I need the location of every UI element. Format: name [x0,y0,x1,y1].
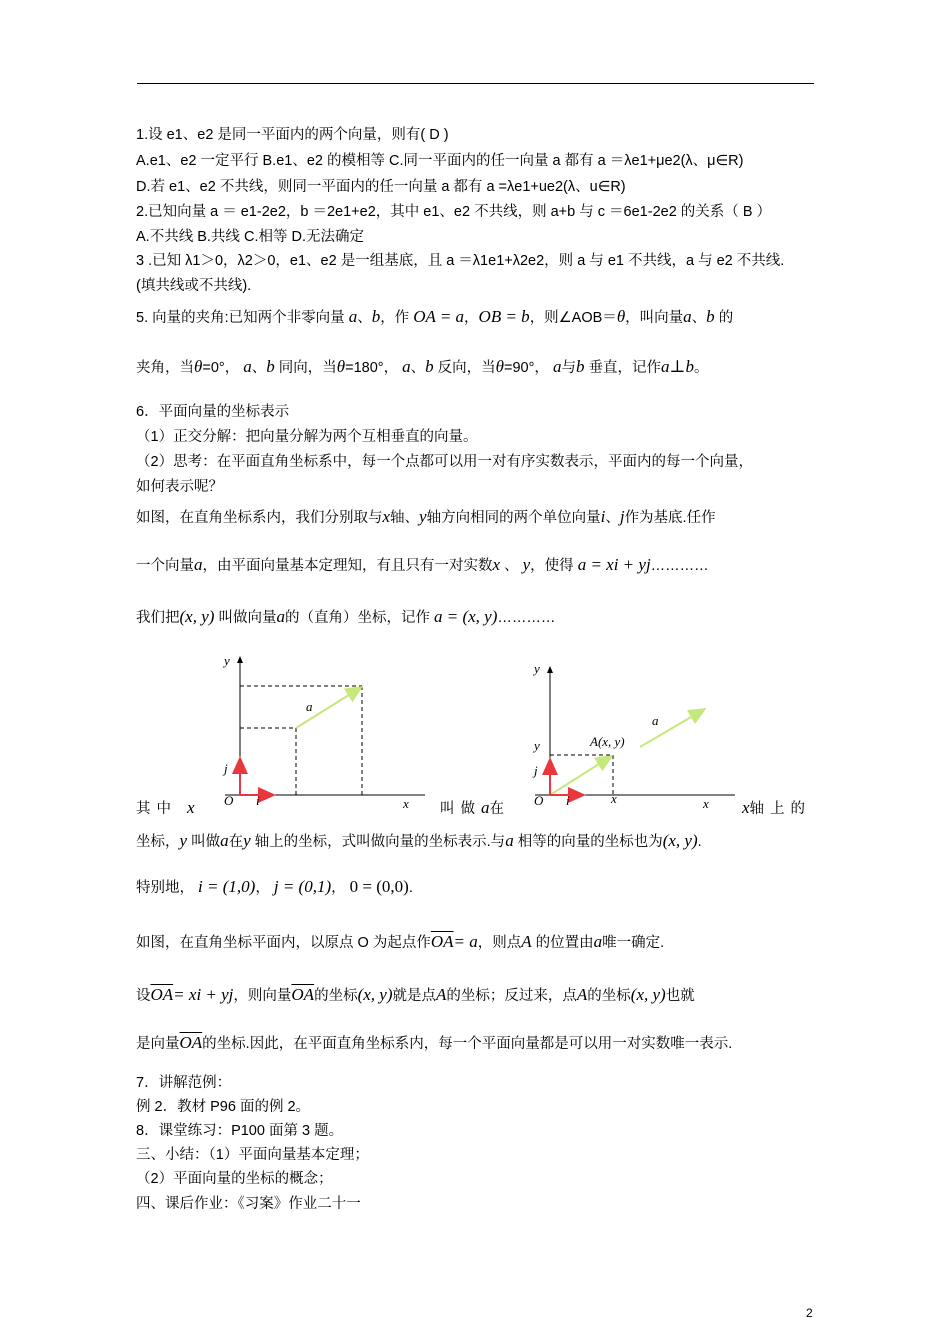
q1-option-d: D.若 e1、e2 不共线，则同一平面内的任一向量 a 都有 a =λe1+ue2(λ、u∈R) [136,179,626,195]
math-xy: (x, y) [662,831,698,850]
figure-left [200,645,430,815]
math-y: y [419,507,427,526]
text: 轴上的坐标，式叫做向量的坐标表示.与 [254,834,506,850]
s6c-line3 [136,1033,732,1054]
vector-OA [550,757,610,795]
s6b-qizhong [136,798,195,819]
s6-p3: 如图，在直角坐标系内，我们分别取与x轴、y轴方向相同的两个单位向量i、j作为基底.任作 [136,507,716,526]
text: 、 [251,360,267,376]
math-OA: $\overline{OA}$ [150,985,174,1004]
math-OA: $\overline{OA}$ [291,985,315,1004]
text: 唯一确定. [602,935,665,951]
math-a: a [593,932,603,951]
s6-p4: 一个向量a，由平面向量基本定理知，有且只有一对实数x 、 y，使得 a = xi + yj………… [136,555,709,574]
math-j-eq: j = (0,1) [273,877,332,896]
text: 叫做 [440,801,481,817]
math-xy: (x, y) [630,985,666,1004]
q3-line1: 3 .已知 λ1＞0，λ2＞0，e1、e2 是一组基底，且 a ＝λ1e1+λ2e2，则 a 与 e1 不共线，a 与 e2 不共线. [136,253,785,269]
math-b: b [685,357,694,376]
math-eq-a: = a [453,932,478,951]
math-y: y [179,831,188,850]
math-eq-xi-yj: a = xi + yj [577,555,651,574]
math-theta: θ [336,357,346,376]
math-y: y [243,831,251,850]
text: 的坐标 [587,988,631,1004]
math-x: x [187,798,195,817]
math-x: x [492,555,501,574]
text: 叫做 [191,834,221,850]
math-a: a [243,357,252,376]
math-b: b [371,307,381,326]
text: 如图，在直角坐标平面内，以原点 O 为起点作 [136,935,431,951]
section-7: 7．讲解范例： [136,1075,232,1091]
math-A: A [436,985,447,1004]
s6c-line2 [136,985,695,1006]
math-perp: ⊥ [669,357,686,376]
s6b-line3 [136,877,413,898]
label-x-axis: x [703,796,709,811]
text: 如图，在直角坐标系内，我们分别取与 [136,510,383,526]
summary-2: （2）平面向量的坐标的概念； [136,1171,333,1187]
s6b-zhou [742,798,811,819]
s5-line2 [136,357,708,378]
text: 就是点 [392,988,436,1004]
math-eq-coord: a = (x, y) [433,607,498,626]
homework: 四、课后作业：《习案》作业二十一 [136,1196,361,1212]
label-y: y [534,738,540,753]
math-a: a [552,357,562,376]
s6-title: 6．平面向量的坐标表示 [136,404,290,420]
label-a: a [306,699,313,714]
math-theta: θ [194,357,203,376]
text: 的坐标；反过来，点 [446,988,577,1004]
text: 5. 向量的夹角:已知两个非零向量 [136,310,345,326]
text: 一个向量 [136,558,194,574]
s6-p1: （1）正交分解：把向量分解为两个互相垂直的向量。 [136,429,478,445]
text: 垂直，记作 [588,360,661,376]
q2-stem: 2.已知向量 a ＝ e1-2e2，b ＝2e1+e2，其中 e1、e2 不共线，则 a+b 与 c ＝6e1-2e2 的关系（ B ） [136,204,772,220]
math-b: b [706,307,715,326]
math-b: b [425,357,434,376]
dots: ………… [497,610,556,626]
text: 特别地， [136,880,194,896]
text: =0°， [202,360,240,376]
text: 设 [136,988,151,1004]
label-j: j [224,761,228,776]
s6c-line1 [136,932,664,953]
math-OA: $\overline{OA}$ [179,1033,203,1052]
text: 轴、 [390,510,420,526]
text: 轴方向相同的两个单位向量 [426,510,601,526]
label-O: O [534,793,544,808]
text: ，由平面向量基本定理知，有且只有一对实数 [202,558,493,574]
label-O: O [224,793,234,808]
label-x-mark: x [611,791,617,806]
math-x: x [382,507,391,526]
q2-options: A.不共线 B.共线 C.相等 D.无法确定 [136,229,364,245]
text: 在 [228,834,244,850]
math-A: A [576,985,588,1004]
text: ，则∠AOB＝ [529,310,617,326]
text: =180°， [345,360,399,376]
vector-a [640,710,703,747]
text: 叫做向量 [218,610,277,626]
math-oa-eq: OA = a [413,307,465,326]
text: 反向，当 [437,360,496,376]
text: 也就 [665,988,695,1004]
math-xy: (x, y) [179,607,215,626]
math-y: y [522,555,531,574]
math-ob-eq: OB = b [478,307,530,326]
q1-stem: 1.设 e1、e2 是同一平面内的两个向量，则有( D ) [136,127,449,143]
text: 夹角，当 [136,360,194,376]
math-OA: $\overline{OA}$ [430,932,454,951]
summary-1: 三、小结：（1）平面向量基本定理； [136,1147,369,1163]
math-zero-eq: 0 = (0,0) [349,877,409,896]
text: ，作 [380,310,410,326]
label-x: x [403,796,409,811]
text: 同向，当 [278,360,337,376]
math-a: a [402,357,411,376]
section-8: 8．课堂练习：P100 面第 3 题。 [136,1123,344,1139]
text: 坐标， [136,834,180,850]
label-i: i [256,793,260,808]
math-b: b [575,357,585,376]
s6-p2a: （2）思考：在平面直角坐标系中，每一个点都可以用一对有序实数表示，平面内的每一个向量， [136,454,754,470]
label-A: A(x, y) [590,734,625,749]
math-xy: (x, y) [357,985,393,1004]
text: . [408,880,413,896]
s6b-line2: 坐标，y 叫做a在y 轴上的坐标，式叫做向量的坐标表示.与a 相等的向量的坐标也为(x, y). [136,831,702,850]
text: 、 [357,310,372,326]
s6-p5: 我们把(x, y) 叫做向量a的（直角）坐标，记作 a = (x, y)………… [136,607,556,626]
label-a: a [652,713,659,728]
label-y-axis: y [534,661,540,676]
text: 的坐标 [314,988,358,1004]
math-a: a [348,307,358,326]
s5-line1: 5. 向量的夹角:已知两个非零向量 a、b，作 OA = a，OB = b，则∠AOB＝θ，叫向量a、b 的 [136,307,734,326]
text: 、 [410,360,426,376]
text: ，叫向量 [625,310,684,326]
math-A: A [521,932,532,951]
math-j: j [619,507,625,526]
text: 是向量 [136,1036,180,1052]
math-x: x [742,798,750,817]
text: 轴上的 [749,801,812,817]
math-theta: θ [495,357,505,376]
text: 的坐标.因此，在平面直角坐标系内，每一个平面向量都是可以用一对实数唯一表示. [202,1036,733,1052]
text: 与 [561,360,576,376]
q1-options-abc: A.e1、e2 一定平行 B.e1、e2 的模相等 C.同一平面内的任一向量 a 都有 a ＝λe1+μe2(λ、μ∈R) [136,153,744,169]
figure-right [510,655,740,815]
math-i: i [600,507,606,526]
q3-line2: (填共线或不共线). [136,278,252,294]
text: ， [255,880,270,896]
text: 我们把 [136,610,180,626]
math-i-eq: i = (1,0) [198,877,256,896]
s6b-jiaozuo: 叫做a在 [440,798,510,817]
text: ，使得 [530,558,574,574]
text: 。 [693,360,709,376]
text: ， [331,880,346,896]
math-b: b [266,357,275,376]
s6-p2b: 如何表示呢？ [136,479,223,495]
text: 其中 [136,801,177,817]
text: 的位置由 [535,935,594,951]
dots: ………… [650,558,709,574]
math-theta: θ [616,307,626,326]
text: 相等的向量的坐标也为 [517,834,663,850]
label-j: j [534,763,538,778]
text: =90°， [504,360,549,376]
page-number: 2 [806,1306,813,1320]
text: 、 [691,310,707,326]
text: 在 [489,801,510,817]
math-a: a [683,307,692,326]
label-y: y [224,653,230,668]
math-eq-xy: = xi + yj [173,985,234,1004]
header-rule [137,83,814,84]
text: ，则向量 [233,988,292,1004]
text: . [697,834,702,850]
example-2: 例 2．教材 P96 面的例 2。 [136,1099,311,1115]
label-i: i [566,793,570,808]
text: ，则点 [477,935,522,951]
text: 的 [714,310,734,326]
text: 的（直角）坐标，记作 [284,610,430,626]
math-a: a [660,357,670,376]
text: 作为基底.任作 [624,510,716,526]
